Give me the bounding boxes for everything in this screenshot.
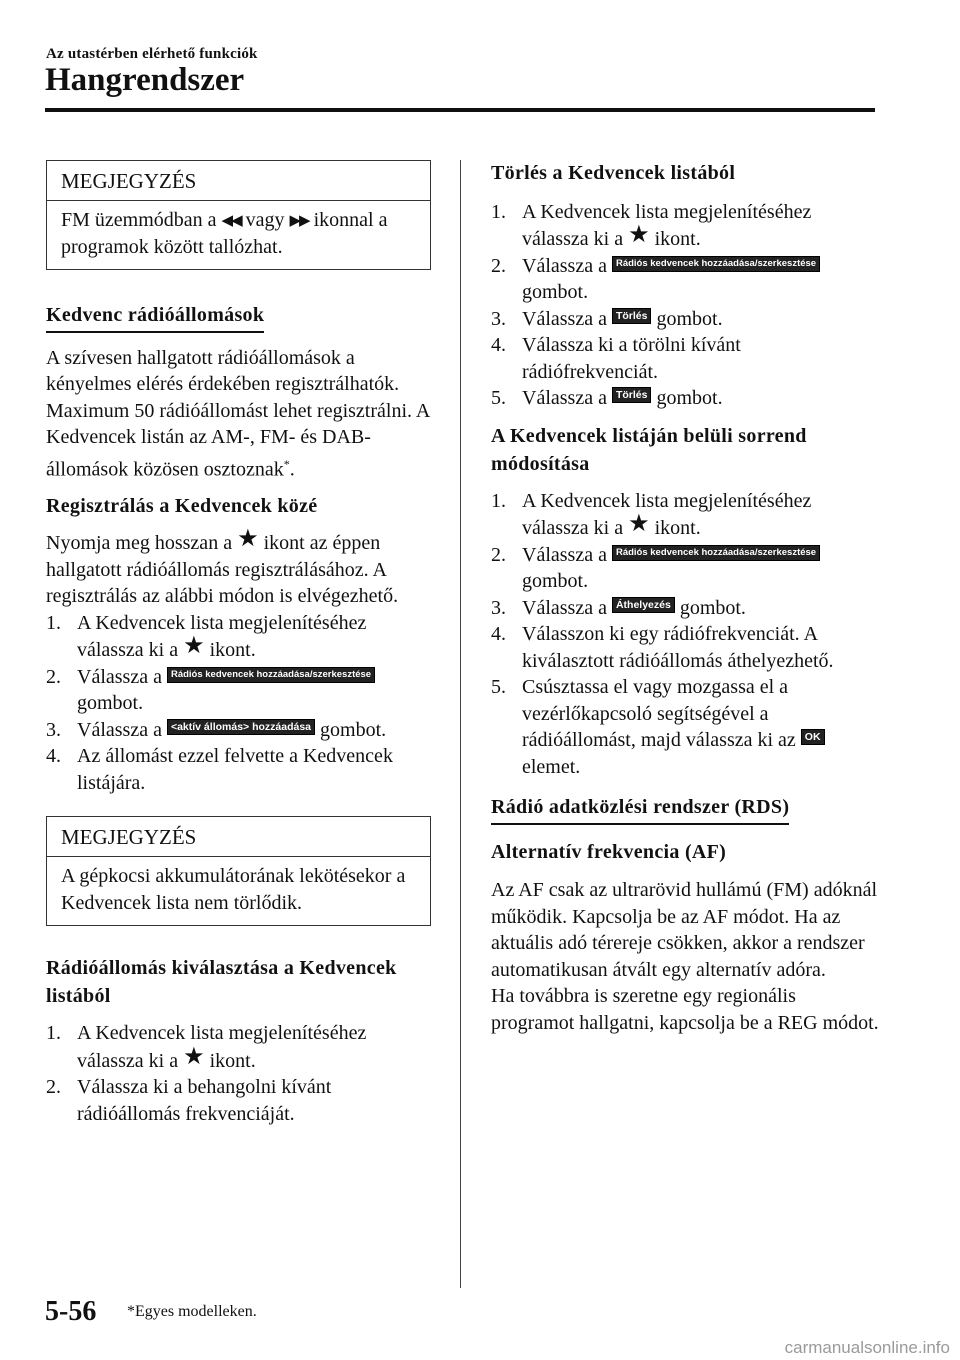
note-heading: MEGJEGYZÉS <box>47 161 430 201</box>
delete-heading: Törlés a Kedvencek listából <box>491 162 736 184</box>
skip-forward-icon: ▶▶ <box>289 211 309 229</box>
favorites-heading: Kedvenc rádióállomások <box>46 302 264 333</box>
step-text: A Kedvencek lista megjelenítéséhez válassza ki a <box>522 200 812 250</box>
step-text: A Kedvencek lista megjelenítéséhez válassza ki a <box>77 611 367 662</box>
list-item <box>491 488 881 542</box>
step-number: 3. <box>46 718 61 741</box>
page-number: 5-56 <box>45 1296 97 1327</box>
list-item <box>491 385 881 412</box>
step-number: 4. <box>491 623 506 645</box>
step-text: gombot. <box>522 570 589 592</box>
note-text: ikonnal a programok között tallózhat. <box>61 209 388 258</box>
af-paragraph: Az AF csak az ultrarövid hullámú (FM) adóknál működik. Kapcsolja be az AF módot. Ha az aktuális adó térereje csökken, akkor a rendszer automatikusan átvált egy alternatív adóra. <box>491 879 878 981</box>
paragraph-text: . <box>289 458 295 481</box>
left-column <box>46 160 432 1127</box>
step-text: Az állomást ezzel felvette a Kedvencek listájára. <box>77 745 393 794</box>
list-item <box>491 332 881 385</box>
footnote-marker: * <box>283 456 290 471</box>
step-text: gombot. <box>522 281 589 303</box>
step-text: ikont. <box>209 639 256 662</box>
skip-back-icon: ◀◀ <box>221 211 241 229</box>
step-text: gombot. <box>679 596 746 619</box>
step-number: 3. <box>491 596 506 619</box>
step-text: Válassza a <box>522 596 607 619</box>
list-item <box>491 253 881 306</box>
delete-steps <box>491 199 881 412</box>
step-number: 2. <box>46 1076 61 1099</box>
page-title: Hangrendszer <box>45 62 245 98</box>
step-text: gombot. <box>320 718 387 741</box>
step-number: 5. <box>491 676 506 698</box>
list-item <box>46 1020 432 1074</box>
delete-button[interactable]: Törlés <box>612 387 652 403</box>
step-text: ikont. <box>654 228 701 250</box>
note-text: vagy <box>245 209 285 231</box>
list-item <box>46 717 432 744</box>
step-text: Válassza ki a törölni kívánt rádiófrekvenciát. <box>522 334 741 383</box>
note-box <box>46 160 431 270</box>
step-text: gombot. <box>656 307 723 330</box>
register-paragraph <box>46 526 432 610</box>
paragraph-text: ikont az éppen hallgatott rádióállomás regisztrálásához. A regisztrálás az alábbi módon is elvégezhető. <box>46 532 399 608</box>
step-text: Csúsztassa el vagy mozgassa el a vezérlőkapcsoló segítségével a rádióállomást, majd válassza ki az <box>522 676 796 751</box>
select-heading: Rádióállomás kiválasztása a Kedvencek listából <box>46 957 397 1008</box>
add-edit-favorites-button[interactable]: Rádiós kedvencek hozzáadása/szerkesztése <box>167 667 375 683</box>
reorder-heading: A Kedvencek listáján belüli sorrend módosítása <box>491 424 807 475</box>
star-icon: ★ <box>183 633 205 660</box>
af-heading: Alternatív frekvencia (AF) <box>491 840 727 863</box>
step-text: ikont. <box>654 517 701 539</box>
favorites-paragraph <box>46 345 432 483</box>
watermark: carmanualsonline.info <box>784 1338 950 1357</box>
step-text: elemet. <box>522 755 581 778</box>
step-number: 2. <box>491 543 506 566</box>
ok-button[interactable]: OK <box>801 729 825 745</box>
reorder-steps <box>491 488 881 781</box>
column-divider <box>460 160 461 1288</box>
note-box <box>46 816 431 926</box>
note-body: A gépkocsi akkumulátorának lekötésekor a Kedvencek lista nem törlődik. <box>61 865 406 915</box>
note-text: FM üzemmódban a <box>61 209 217 231</box>
step-number: 5. <box>491 387 506 409</box>
list-item <box>46 664 432 717</box>
step-text: Válassza ki a behangolni kívánt rádióállomás frekvenciáját. <box>77 1076 332 1125</box>
star-icon: ★ <box>628 511 650 537</box>
add-edit-favorites-button[interactable]: Rádiós kedvencek hozzáadása/szerkesztése <box>612 545 820 561</box>
step-text: Válassza a <box>522 543 607 566</box>
step-text: A Kedvencek lista megjelenítéséhez válassza ki a <box>522 489 812 539</box>
af-paragraph: Ha továbbra is szeretne egy regionális programot hallgatni, kapcsolja be a REG módot. <box>491 985 879 1034</box>
step-text: Válasszon ki egy rádiófrekvenciát. A kiválasztott rádióállomás áthelyezhető. <box>522 623 834 672</box>
step-text: Válassza a <box>522 254 607 277</box>
list-item <box>491 595 881 622</box>
list-item <box>46 1074 432 1127</box>
step-text: gombot. <box>656 387 723 409</box>
list-item <box>491 199 881 253</box>
section-label: Az utastérben elérhető funkciók <box>46 46 258 62</box>
step-number: 3. <box>491 307 506 330</box>
delete-button[interactable]: Törlés <box>612 308 652 324</box>
step-number: 2. <box>46 665 61 688</box>
step-text: Válassza a <box>77 718 162 741</box>
list-item <box>46 610 432 664</box>
paragraph-text: Nyomja meg hosszan a <box>46 532 233 555</box>
add-active-station-button[interactable]: <aktív állomás> hozzáadása <box>167 719 315 735</box>
add-edit-favorites-button[interactable]: Rádiós kedvencek hozzáadása/szerkesztése <box>612 256 820 272</box>
list-item <box>491 542 881 595</box>
step-number: 4. <box>46 745 61 768</box>
step-number: 2. <box>491 254 506 277</box>
right-column <box>491 160 881 1036</box>
step-number: 4. <box>491 334 506 356</box>
paragraph-text: A szívesen hallgatott rádióállomások a kényelmes elérés érdekében regisztrálhatók. Maximum 50 rádióállomást lehet regisztrálni. A Kedvencek listán az AM-, FM- és DAB-állomások közösen osztoznak <box>46 346 430 481</box>
register-steps <box>46 610 432 797</box>
step-text: Válassza a <box>77 665 162 688</box>
star-icon: ★ <box>628 222 650 248</box>
list-item <box>491 306 881 333</box>
list-item <box>491 621 881 674</box>
list-item <box>491 674 881 780</box>
move-button[interactable]: Áthelyezés <box>612 597 675 613</box>
step-text: Válassza a <box>522 307 607 330</box>
select-steps <box>46 1020 432 1127</box>
step-text: A Kedvencek lista megjelenítéséhez válassza ki a <box>77 1022 367 1072</box>
note-heading: MEGJEGYZÉS <box>47 817 430 857</box>
register-heading: Regisztrálás a Kedvencek közé <box>46 494 318 517</box>
step-number: 1. <box>46 1022 61 1045</box>
step-number: 1. <box>46 611 61 634</box>
list-item <box>46 743 432 796</box>
step-number: 1. <box>491 200 506 223</box>
step-text: ikont. <box>209 1049 256 1072</box>
note-body <box>47 201 430 269</box>
star-icon: ★ <box>237 526 259 553</box>
rds-heading: Rádió adatközlési rendszer (RDS) <box>491 794 789 825</box>
step-text: Válassza a <box>522 387 607 409</box>
step-text: gombot. <box>77 692 144 715</box>
star-icon: ★ <box>183 1043 205 1070</box>
footnote: *Egyes modelleken. <box>127 1303 257 1320</box>
step-number: 1. <box>491 489 506 512</box>
title-rule <box>45 108 875 112</box>
